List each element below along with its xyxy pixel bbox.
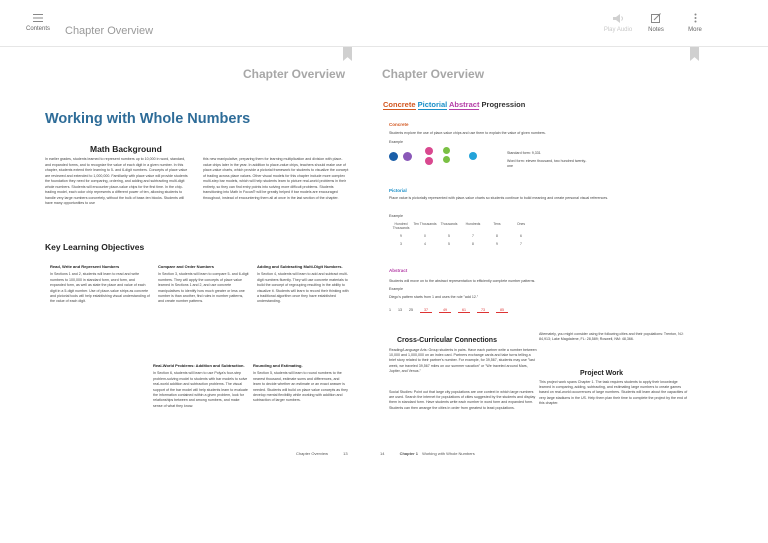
chip	[469, 152, 477, 160]
pv-cell: 8	[472, 242, 474, 246]
objective-text: In Sections 1 and 2, students will learn to read and write numbers to 100,000 in standard form, word form, and expanded form, as well as state the place and value of each digit in a 5-digit number. Use of place-value strips as concrete and pictorial tools will help establishing visual understanding of the value of each digit.	[50, 272, 150, 304]
example-label: Example	[389, 287, 403, 291]
cpa-abstract: Abstract	[449, 100, 480, 109]
more-label: More	[688, 27, 702, 33]
objective-title: Real-World Problems: Addition and Subtraction.	[153, 363, 245, 368]
pv-row	[389, 234, 589, 238]
objective-title: Adding and Subtracting Multi-Digit Numbers.	[257, 264, 343, 269]
pv-header: Tens	[493, 222, 501, 226]
more-button[interactable]	[680, 0, 710, 46]
objective-title: Compare and Order Numbers	[158, 264, 215, 269]
abstract-text: Students will move on to the abstract representation to efficiently complete number patterns.	[389, 279, 536, 283]
objective-text: In Section 3, students will learn to compare 5- and 6-digit numbers. They will apply the concepts of place value learned in Sections 1 and 2, and use concrete manipulatives to identify how much greater or less one number is than another, find rules in number patterns, and create number patterns.	[158, 272, 249, 304]
cross-curricular-heading: Cross-Curricular Connections	[397, 337, 497, 344]
hamburger-icon	[33, 14, 43, 22]
objective-item	[50, 264, 150, 305]
cross-text-social: Social Studies: Point out that large city populations are one context in which large numbers are used. Search the internet for populations of cities suggested by the students and display them in standard form. Have students write each number in word form and expanded form. Students can then arrange the cities in order from greatest to least populations.	[389, 390, 536, 410]
pv-row	[389, 242, 589, 246]
concrete-text: Students explore the use of place-value chips and use them to explain the value of given numbers.	[389, 131, 546, 135]
play-audio-button[interactable]	[600, 0, 636, 46]
math-background-col2: this new manipulative, preparing them for learning multiplication and division with place-value chips later in the year. In addition to place-value chips, teachers should make use of place-value charts, which provide a pictorial framework for students to visualize the concept of trading across place values. Other visual models for this chapter include more complex multi-step bar models, which will help students learn to picture real-world problems in their entirety, so they can find entry points into solving more difficult problems. Students transitioning into Math in Focus® will be greatly helped if bar models are encouraged throughout, instead of encountering them all at once in the last section of the chapter.	[203, 157, 349, 200]
speaker-icon	[613, 14, 624, 23]
objective-item	[257, 264, 349, 305]
pictorial-text: Place value is pictorially represented with place-value charts so students continue to build meaning and create personal visual references.	[389, 196, 609, 200]
contents-label: Contents	[25, 26, 50, 32]
top-toolbar	[0, 0, 768, 47]
project-text: This project work spans Chapter 1. The task requires students to apply their knowledge learned in comparing, adding, subtracting, and estimating large numbers to create games based on real-world occurrences of large numbers. Students will learn about the capacities of very large stadiums in the US. Help them plan their time to complete the project by the end of this chapter.	[539, 380, 688, 405]
abstract-label: Abstract	[389, 268, 408, 273]
pv-cell: 3	[400, 242, 402, 246]
right-footer	[380, 451, 475, 543]
pv-cell: 5	[448, 242, 450, 246]
pv-header: Ones	[516, 222, 526, 226]
key-objectives-heading: Key Learning Objectives	[45, 242, 145, 252]
chip	[443, 156, 450, 163]
pv-cell: 5	[448, 234, 450, 238]
pattern-number: 1	[389, 308, 391, 312]
pattern-blank: 37	[420, 308, 432, 313]
objective-item	[253, 363, 348, 404]
math-background-col1: In earlier grades, students learned to represent numbers up to 10,000 in word, standard, and expanded forms, and to recognize the value of each digit in a given number. In this chapter, students extend their learning to 5- and 6-digit numbers. Concepts of place value are reviewed and extended to 1,000,000. Familiarity with place value will provide students the foundation they need for comparing, ordering, and adding and subtracting multi-digit whole numbers. Students will encounter place-value chips for the first time. In the chip-trading model, each color chip represents a different power of ten, allowing students to handle very large numbers concretely, without the bulk of base-ten blocks. Students will have many opportunities to use	[45, 157, 188, 205]
pv-header: Hundred Thousands	[392, 222, 410, 230]
objective-item	[158, 264, 250, 305]
play-audio-label: Play Audio	[603, 26, 633, 33]
math-background-heading: Math Background	[90, 144, 162, 154]
objective-text: In Section 5, students will learn to round numbers to the nearest thousand, estimate sums and differences, and learn to decide whether an estimate or an exact answer is needed. Students will build on place value concepts as they develop mental flexibility while working with addition and subtraction of larger numbers.	[253, 371, 348, 403]
alternate-cities-text: Alternately, you might consider using the following cities and their populations: Trenton, NJ: 84,913; Lake Magdalene, FL: 28,589; Roswell, NM: 48,366.	[539, 332, 684, 342]
pv-header: Hundreds	[465, 222, 481, 226]
edit-note-icon	[651, 13, 661, 23]
running-head-right: Chapter Overview	[382, 67, 485, 81]
pv-header: Thousands	[440, 222, 458, 226]
pv-cell: 7	[520, 242, 522, 246]
contents-button[interactable]	[18, 0, 58, 46]
pv-cell: 8	[496, 234, 498, 238]
cpa-concrete: Concrete	[383, 100, 416, 109]
place-value-chips	[389, 147, 479, 171]
footer-chapter: Chapter 1	[399, 451, 419, 456]
chip	[389, 152, 398, 161]
pv-header-row	[389, 222, 589, 230]
bookmark-icon[interactable]	[343, 47, 352, 61]
page-number: 13	[343, 451, 348, 456]
pv-header: Ten Thousands	[413, 222, 437, 226]
running-head-left: Chapter Overview	[243, 67, 346, 81]
pv-cell: 6	[520, 234, 522, 238]
pattern-blank: 61	[458, 308, 470, 313]
left-page	[0, 47, 380, 543]
more-vertical-icon	[694, 13, 697, 23]
pv-cell: 9	[496, 242, 498, 246]
chapter-title: Working with Whole Numbers	[45, 111, 251, 127]
pv-cell: 4	[424, 242, 426, 246]
objective-text: In Section 4, students will learn to add and subtract multi-digit numbers fluently. They will use concrete materials to build the concept of regrouping resulting in the ability to visualize it. Students will learn to record their thinking with a traditional algorithm once they have established understanding.	[257, 272, 349, 304]
page-number: 14	[380, 451, 385, 456]
objective-title: Rounding and Estimating.	[253, 363, 303, 368]
pv-cell: 7	[472, 234, 474, 238]
number-pattern	[389, 308, 508, 313]
pattern-blank: 49	[439, 308, 451, 313]
chip	[425, 147, 433, 155]
example-label: Example	[389, 214, 403, 218]
objective-title: Read, Write and Represent Numbers	[50, 264, 120, 269]
footer-title: Working with Whole Numbers	[422, 451, 475, 456]
pv-cell: 0	[424, 234, 426, 238]
notes-button[interactable]	[640, 0, 672, 46]
left-footer	[296, 451, 348, 543]
concrete-label: Concrete	[389, 122, 409, 127]
objective-text: In Section 6, students will learn to use Polya's four-step problem-solving model to students with bar models to solve real-world addition and subtraction problems. The visual support of the bar model will help students learn to evaluate the information contained within a given problem, look for relationships between and among numbers, and make sense of what they know.	[153, 371, 248, 408]
footer-label: Chapter Overview	[296, 451, 329, 456]
right-page	[380, 47, 768, 543]
chip	[425, 157, 433, 165]
toolbar-title: Chapter Overview	[65, 25, 154, 37]
pattern-blank: 85	[496, 308, 508, 313]
cpa-progression: Progression	[481, 100, 526, 109]
chip	[443, 147, 450, 154]
notes-label: Notes	[648, 27, 664, 33]
cpa-pictorial: Pictorial	[417, 100, 448, 109]
pv-cell: 9	[400, 234, 402, 238]
cross-text-reading: Reading/Language Arts: Group students in pairs. Have each partner write a number between 10,000 and 1,000,000 on an index card. Partners exchange cards and take turns telling a brief story related to their partner's number. For example, for 39,567, students may use "last week, we traveled 39,567 miles on our summer vacation" or "We traveled around Mars, Jupiter, and Venus."	[389, 348, 537, 373]
abstract-example: Diego's pattern starts from 1 and uses the rule "add 12."	[389, 295, 479, 299]
pattern-number: 13	[398, 308, 402, 312]
project-work-heading: Project Work	[580, 370, 624, 377]
cpa-heading	[383, 100, 525, 109]
pattern-number: 25	[409, 308, 413, 312]
bookmark-icon[interactable]	[690, 47, 699, 61]
objective-item	[153, 363, 248, 409]
pictorial-label: Pictorial	[389, 188, 407, 193]
example-label: Example	[389, 140, 403, 144]
place-value-chart	[389, 222, 589, 250]
standard-form: Standard form: 9,331	[507, 151, 541, 155]
pattern-blank: 73	[477, 308, 489, 313]
word-form: Word form: eleven thousand, two hundred twenty-one	[507, 159, 587, 169]
chip	[403, 152, 412, 161]
